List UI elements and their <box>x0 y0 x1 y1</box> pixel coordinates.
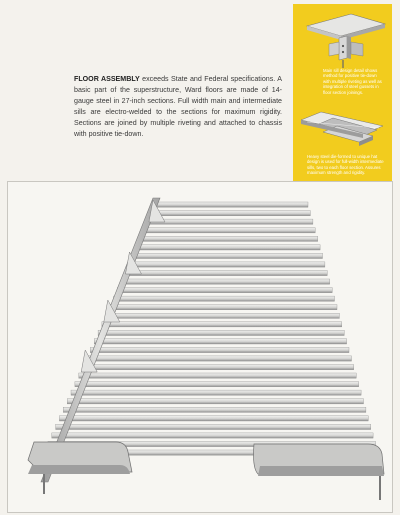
floor-slat <box>59 416 368 421</box>
detail-hat-channel <box>293 96 392 188</box>
floor-slat <box>102 322 342 327</box>
floor-slat <box>144 228 315 233</box>
floor-slat <box>94 339 346 344</box>
right-step-well-lip <box>258 466 384 476</box>
floor-slat <box>152 211 310 216</box>
floor-slat <box>67 399 363 404</box>
floor-slat <box>133 253 323 258</box>
floor-slat <box>125 270 327 275</box>
floor-slat <box>156 202 308 207</box>
floor-slat <box>141 236 318 241</box>
floor-slat <box>121 279 330 284</box>
floor-assembly-description <box>74 74 282 140</box>
floor-slat <box>110 305 337 310</box>
floor-slat <box>117 288 332 293</box>
floor-assembly-heading: FLOOR ASSEMBLY <box>74 75 140 83</box>
floor-slat <box>79 373 357 378</box>
floor-slat <box>52 433 373 438</box>
floor-slat <box>148 219 313 224</box>
floor-slat <box>56 424 371 429</box>
floor-slat <box>114 296 335 301</box>
floor-slat <box>63 407 366 412</box>
left-step-well-lip <box>28 465 130 474</box>
floor-frame-illustration-icon <box>8 182 392 512</box>
detail-sill-joint <box>293 4 392 96</box>
floor-slat <box>83 365 354 370</box>
floor-slat <box>98 330 344 335</box>
detail-hat-channel-caption: Heavy steel die-formed to unique hat design is used for full-width intermediate sills, two to each floor section. Assures maximum strength and rigidity. <box>307 154 384 176</box>
floor-slat <box>106 313 340 318</box>
detail-sill-joint-caption: Main sill design detail shows method for positive tie-down with multiple riveting as well as integration of steel gussets in floor section joinings. <box>323 68 382 95</box>
floor-slat <box>129 262 325 267</box>
floor-slat <box>137 245 320 250</box>
floor-assembly-body: exceeds State and Federal specifications. A basic part of the superstructure, Ward floors are made of 14-gauge steel in 27-inch sections. Full width main and intermediate sills are electro-welded to the sections for maximum rigidity. Sections are joined by multiple riveting and attached to chassis with positive tie-down. <box>74 75 283 138</box>
floor-slats <box>44 202 378 455</box>
floor-slat <box>75 382 359 387</box>
floor-slat <box>71 390 361 395</box>
floor-frame-figure <box>7 181 393 513</box>
floor-slat <box>90 347 349 352</box>
floor-slat <box>87 356 352 361</box>
